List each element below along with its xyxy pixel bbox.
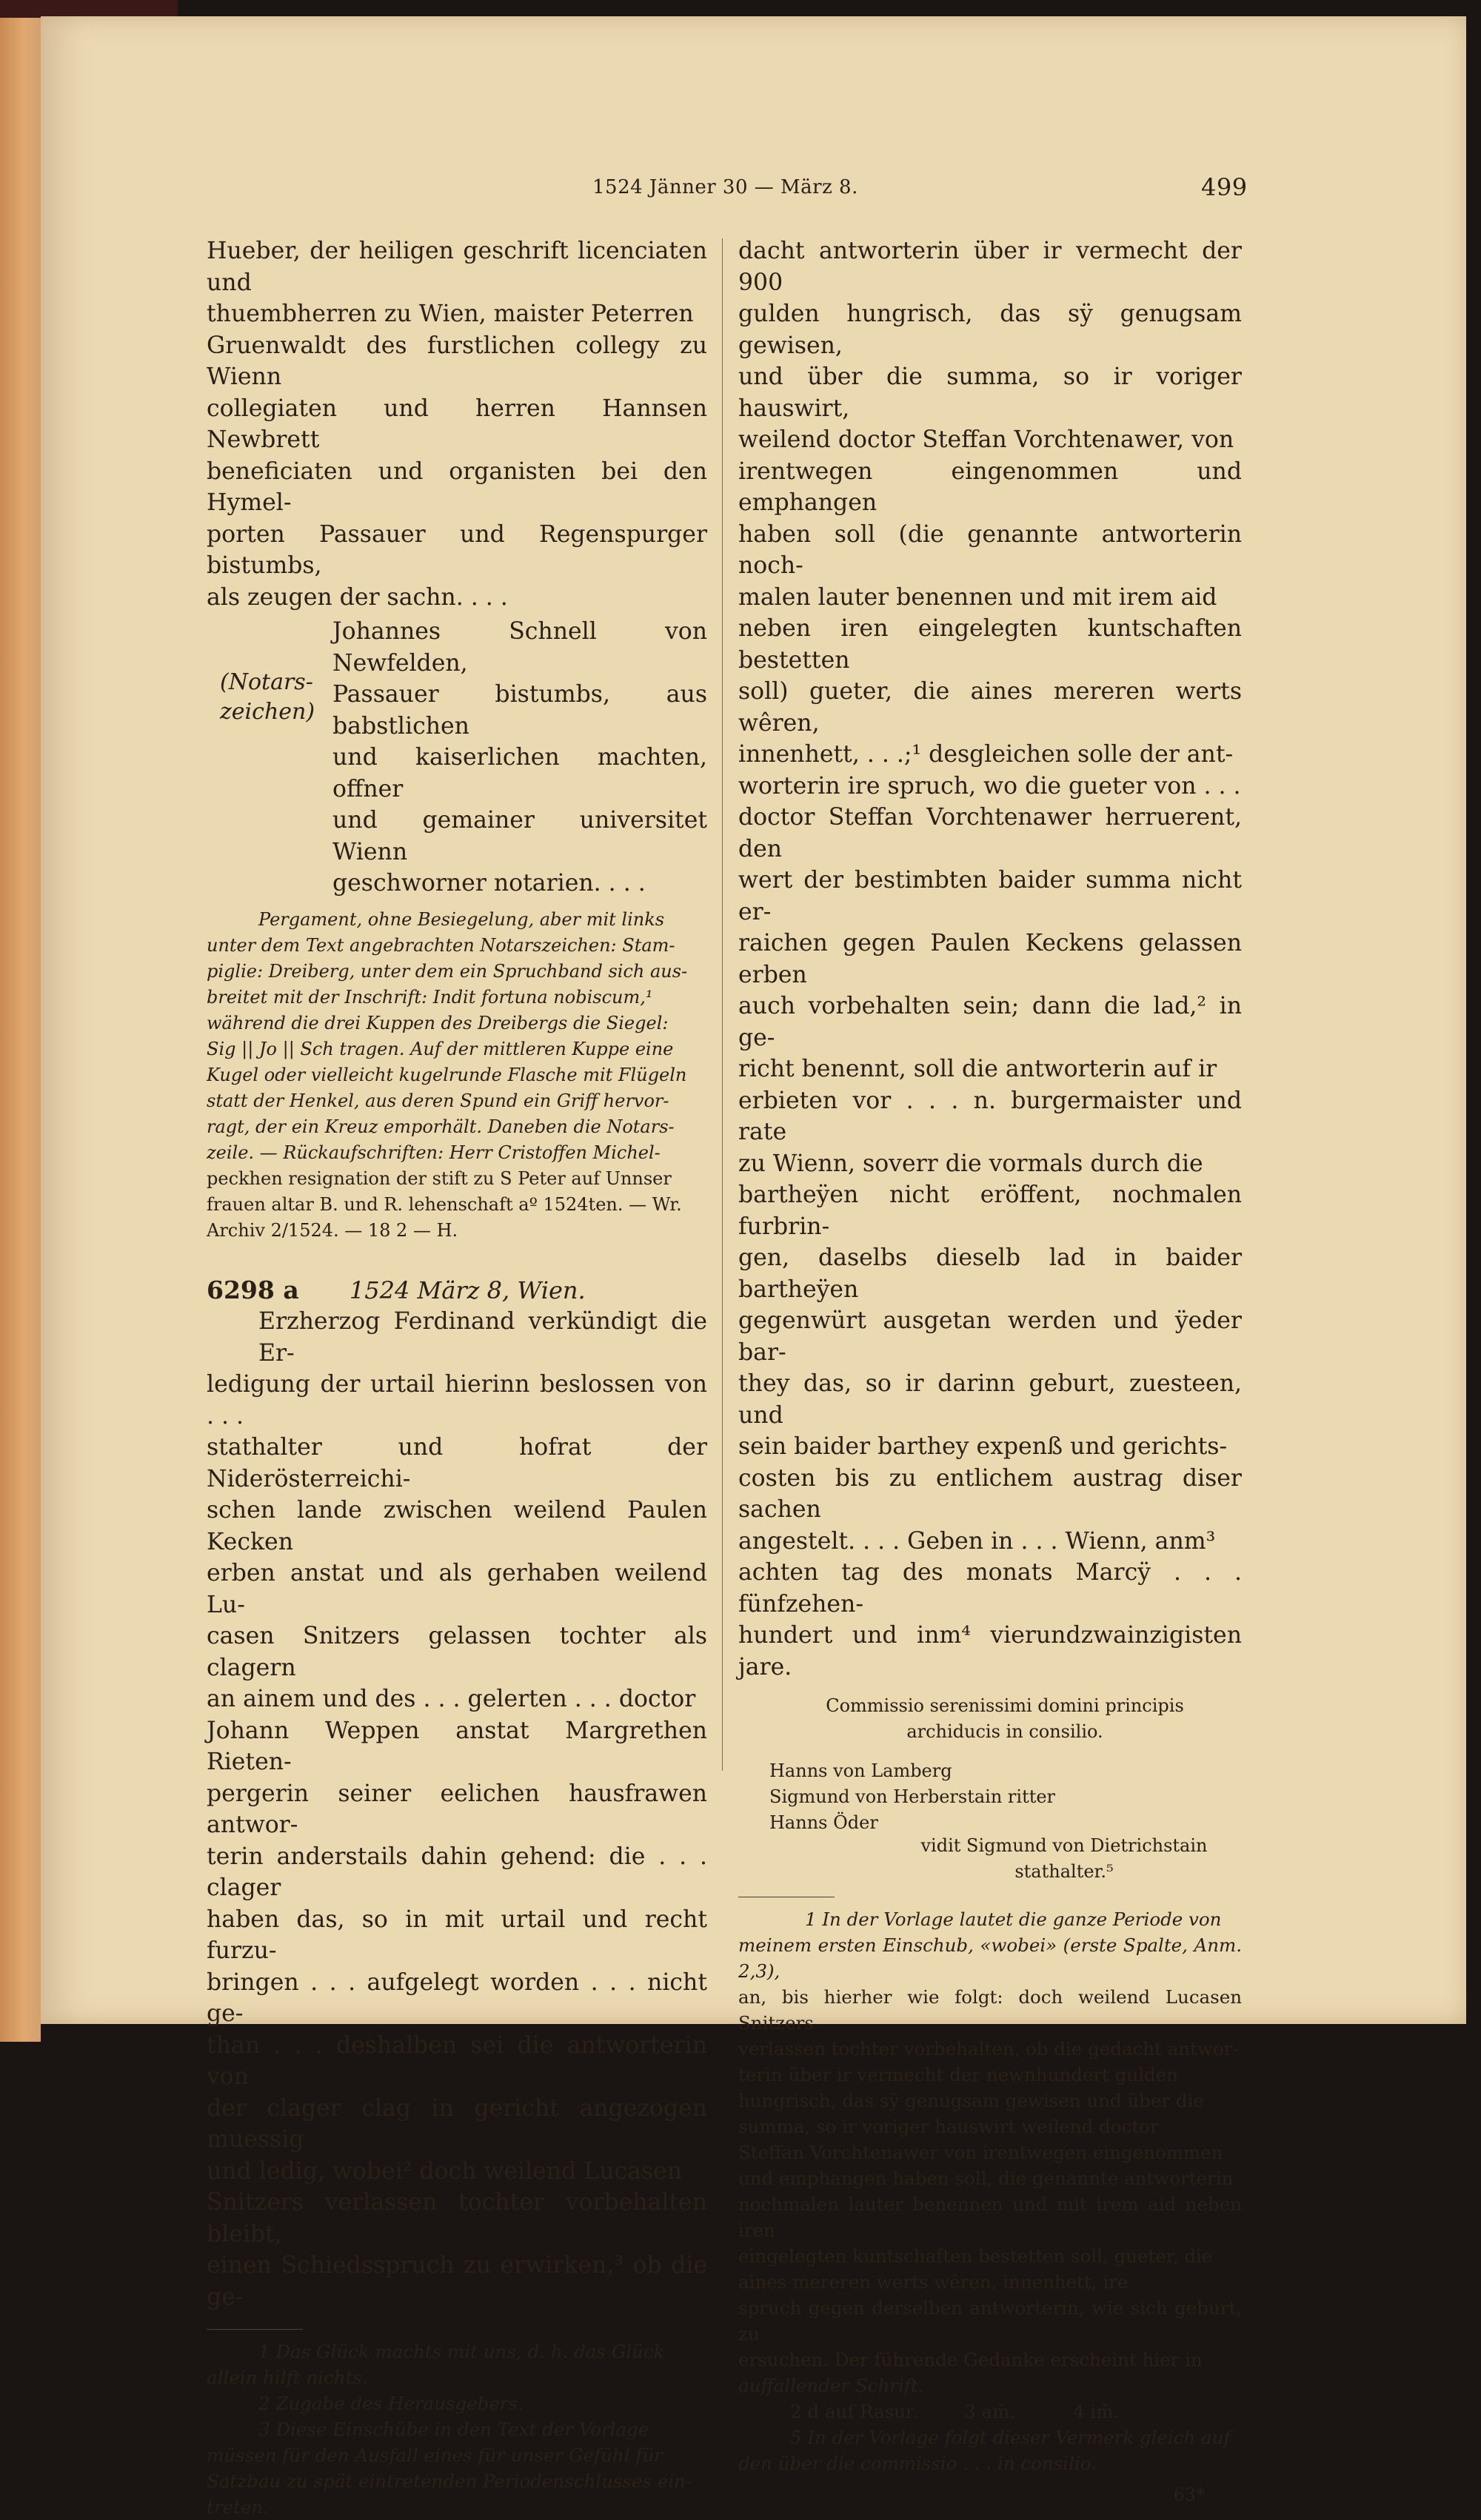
text-line: und ledig, wobei² doch weilend Lucasen (207, 2157, 682, 2185)
notary-block (207, 616, 707, 899)
text-line: Snitzers verlassen tochter vorbehalten bleibt, (207, 2189, 707, 2248)
text-line: vidit Sigmund von Dietrichstain (920, 1835, 1208, 1856)
text-line: than . . . deshalben sei die antworterin von (207, 2031, 707, 2090)
footnote-line: treten. (207, 2496, 269, 2518)
text-line: costen bis zu entlichem austrag diser sachen (738, 1464, 1242, 1523)
right-column (738, 235, 1242, 2511)
text-line: während die drei Kuppen des Dreibergs die Siegel: (207, 1012, 669, 1033)
text-line: breitet mit der Inschrift: Indit fortuna nobiscum,¹ (207, 986, 653, 1008)
entry-body (207, 1306, 707, 2313)
footnote-line: den über die commissio . . . in consilio. (738, 2453, 1097, 2474)
text-line: soll) gueter, die aines mereren werts wêren, (738, 678, 1242, 737)
text-line: haben soll (die genannte antworterin noch- (738, 520, 1242, 579)
text-line: they das, so ir darinn geburt, zuesteen, und (738, 1370, 1242, 1429)
text-line: erben anstat und als gerhaben weilend Lu- (207, 1560, 707, 1618)
text-line: stathalter und hofrat der Niderösterreichi- (207, 1434, 707, 1492)
source-description (207, 907, 707, 1244)
text-line: ragt, der ein Kreuz emporhält. Daneben die Notars- (207, 1116, 675, 1137)
text-line: erbieten vor . . . n. burgermaister und rate (738, 1087, 1242, 1145)
vidit-note (886, 1833, 1242, 1885)
footnote-line: 2 Zugabe des Herausgebers. (258, 2393, 524, 2414)
sheet-signature: 63* (1173, 2484, 1205, 2505)
text-line: bartheÿen nicht eröffent, nochmalen furbrin- (738, 1182, 1242, 1240)
text-line: porten Passauer und Regenspurger bistumbs, (207, 520, 707, 579)
footnote-line: 1 In der Vorlage lautet die ganze Periode von (805, 1909, 1222, 1930)
entry-body-continued (738, 235, 1242, 1683)
text-line: Johannes Schnell von Newfelden, (332, 618, 707, 677)
right-footnotes (738, 1906, 1242, 2476)
footnote-line: eingelegten kuntschaften bestetten soll, gueter, die (738, 2245, 1213, 2267)
entry-heading (207, 1275, 707, 1307)
text-line: neben iren eingelegten kuntschaften bestetten (738, 615, 1242, 674)
footnote-line: aines mereren werts wêren, innenhett, ire (738, 2271, 1129, 2293)
text-line: innenhett, . . .;¹ desgleichen solle der ant- (738, 741, 1234, 768)
footnote-line: hungrisch, das sÿ genugsam gewisen und über die (738, 2090, 1204, 2111)
text-line: raichen gegen Paulen Keckens gelassen erben (738, 930, 1242, 988)
text-line: casen Snitzers gelassen tochter als clagern (207, 1623, 707, 1681)
text-line: bringen . . . aufgelegt worden . . . nicht ge- (207, 1968, 707, 2027)
text-line: Erzherzog Ferdinand verkündigt die Er- (258, 1308, 707, 1367)
text-line: achten tag des monats Marcÿ . . . fünfzehen- (738, 1559, 1242, 1618)
signatory: Hanns Öder (769, 1812, 878, 1833)
text-line: als zeugen der sachn. . . . (207, 583, 508, 611)
text-line: irentwegen eingenommen und emphangen (738, 458, 1242, 516)
text-line: geschworner notarien. . . . (332, 870, 646, 897)
text-line: Archiv 2/1524. — 18 2 — H. (207, 1219, 458, 1241)
text-line: auch vorbehalten sein; dann die lad,² in ge- (738, 993, 1242, 1051)
binding-edge (0, 0, 178, 18)
text-line: Kugel oder vielleicht kugelrunde Flasche mit Flügeln (207, 1064, 687, 1085)
text-line: statt der Henkel, aus deren Spund ein Griff hervor- (207, 1090, 669, 1111)
commissio-note (768, 1693, 1242, 1745)
text-line: Sig || Jo || Sch tragen. Auf der mittleren Kuppe eine (207, 1038, 674, 1059)
text-line: dacht antworterin über ir vermecht der 900 (738, 238, 1242, 296)
footnote-rule (207, 2329, 303, 2330)
text-line: weilend doctor Steffan Vorchtenawer, von (738, 426, 1234, 453)
signatory: Hanns von Lamberg (769, 1760, 952, 1781)
text-line: stathalter.⁵ (1014, 1861, 1114, 1882)
text-line: angestelt. . . . Geben in . . . Wienn, anm³ (738, 1527, 1216, 1555)
footnote-line: an, bis hierher wie folgt: doch weilend Lucasen Snitzers (738, 1986, 1242, 2034)
footnote-line: Satzbau zu spät eintretenden Periodenschlusses ein- (207, 2470, 692, 2492)
footnote-line: 1 Das Glück machts mit uns, d. h. das Glück (258, 2341, 665, 2362)
signatory: Sigmund von Herberstain ritter (769, 1786, 1056, 1807)
text-line: thuembherren zu Wien, maister Peterren (207, 301, 694, 327)
text-line: peckhen resignation der stift zu S Peter auf Unnser (207, 1167, 672, 1189)
text-line: der clager clag in gericht angezogen muessig (207, 2094, 707, 2153)
page-number: 499 (1201, 173, 1248, 201)
text-line: gegenwürt ausgetan werden und ÿeder bar- (738, 1307, 1242, 1366)
text-line: ledigung der urtail hierinn beslossen von . . . (207, 1371, 707, 1430)
text-line: unter dem Text angebrachten Notarszeichen: Stam- (207, 934, 675, 956)
opening-paragraph (207, 235, 707, 613)
footnote-line: ersuchen. Der führende Gedanke erscheint hier in (738, 2349, 1203, 2370)
column-divider (722, 238, 723, 1771)
text-line: doctor Steffan Vorchtenawer herruerent, den (738, 804, 1242, 862)
text-line: gen, daselbs dieselb lad in baider bartheÿen (738, 1244, 1242, 1303)
footnote-line: auffallender Schrift. (738, 2375, 924, 2396)
text-line: wert der bestimbten baider summa nicht er- (738, 867, 1242, 925)
footnote-line: 5 In der Vorlage folgt dieser Vermerk gleich auf (790, 2427, 1231, 2448)
left-footnotes (207, 2339, 707, 2520)
text-line: sein baider barthey expenß und gerichts- (738, 1433, 1228, 1460)
text-line: frauen altar B. und R. lehenschaft aº 1524ten. — Wr. (207, 1193, 682, 1215)
text-line: und über die summa, so ir voriger hauswirt, (738, 363, 1242, 422)
notary-sign-label: (Notars- zeichen) (220, 669, 315, 725)
text-line: Gruenwaldt des furstlichen collegy zu Wienn (207, 332, 707, 390)
text-line: pergerin seiner eelichen hausfrawen antwor- (207, 1780, 707, 1838)
text-line: einen Schiedsspruch zu erwirken,³ ob die ge- (207, 2252, 707, 2310)
footnote-line: summa, so ir voriger hauswirt weilend doctor (738, 2116, 1159, 2137)
text-line: an ainem und des . . . gelerten . . . doctor (207, 1686, 696, 1712)
text-line: gulden hungrisch, das sÿ genugsam gewisen, (738, 301, 1242, 359)
footnote-line: 3 Diese Einschübe in den Text der Vorlage (258, 2419, 649, 2440)
entry-number: 6298 a (207, 1275, 299, 1304)
text-line: und gemainer universitet Wienn (332, 807, 707, 865)
text-line: archiducis in consilio. (906, 1721, 1103, 1742)
text-line: zeile. — Rückaufschriften: Herr Cristoffen Michel- (207, 1142, 661, 1163)
text-line: und kaiserlichen machten, offner (332, 744, 707, 802)
footnote-line: Steffan Vorchtenawer von irentwegen eingenommen (738, 2142, 1223, 2163)
footnote-line: müssen für den Ausfall eines für unser Gefühl für (207, 2444, 663, 2466)
text-line: Hueber, der heiligen geschrift licenciaten und (207, 238, 707, 296)
text-line: worterin ire spruch, wo die gueter von . . . (738, 772, 1241, 800)
book-spine (0, 0, 41, 2042)
text-line: malen lauter benennen und mit irem aid (738, 583, 1217, 611)
footnote-line: nochmalen lauter benennen und mit irem aid neben iren (738, 2194, 1242, 2241)
text-line: terin anderstails dahin gehend: die . . . clager (207, 1843, 707, 1901)
signatories (738, 1758, 1242, 1836)
footnote-line: 2 d auf Rasur. 3 am̄. 4 im̄. (790, 2401, 1120, 2422)
text-line: piglie: Dreiberg, unter dem ein Spruchband sich aus- (207, 960, 688, 982)
left-column (207, 235, 707, 2520)
text-line: Pergament, ohne Besiegelung, aber mit links (258, 908, 665, 930)
text-line: richt benennt, soll die antworterin auf ir (738, 1056, 1217, 1082)
footnote-line: und emphangen haben soll, die genannte antworterin (738, 2168, 1234, 2189)
text-line: beneficiaten und organisten bei den Hymel- (207, 458, 707, 516)
entry-date: 1524 März 8, Wien. (349, 1276, 586, 1304)
text-line: zu Wienn, soverr die vormals durch die (738, 1150, 1203, 1177)
text-line: Passauer bistumbs, aus babstlichen (332, 681, 707, 740)
footnote-line: spruch gegen derselben antworterin, wie sich geburt, zu (738, 2297, 1242, 2345)
text-line: schen lande zwischen weilend Paulen Kecken (207, 1497, 707, 1555)
text-line: Commissio serenissimi domini principis (826, 1695, 1184, 1716)
footnote-line: verlassen tochter vorbehalten, ob die gedacht antwor- (738, 2038, 1239, 2060)
running-title: 1524 Jänner 30 — März 8. (592, 176, 858, 198)
footnote-line: allein hilft nichts. (207, 2367, 368, 2388)
text-line: haben das, so in mit urtail und recht furzu- (207, 1906, 707, 1964)
footnote-line: meinem ersten Einschub, «wobei» (erste Spalte, Anm. 2,3), (738, 1934, 1242, 1982)
text-line: hundert und inm⁴ vierundzwainzigisten jare. (738, 1622, 1242, 1680)
text-line: Johann Weppen anstat Margrethen Rieten- (207, 1717, 707, 1775)
footnote-line: terin über ir vermecht der newnhundert gulden (738, 2064, 1179, 2085)
text-line: collegiaten und herren Hannsen Newbrett (207, 395, 707, 453)
